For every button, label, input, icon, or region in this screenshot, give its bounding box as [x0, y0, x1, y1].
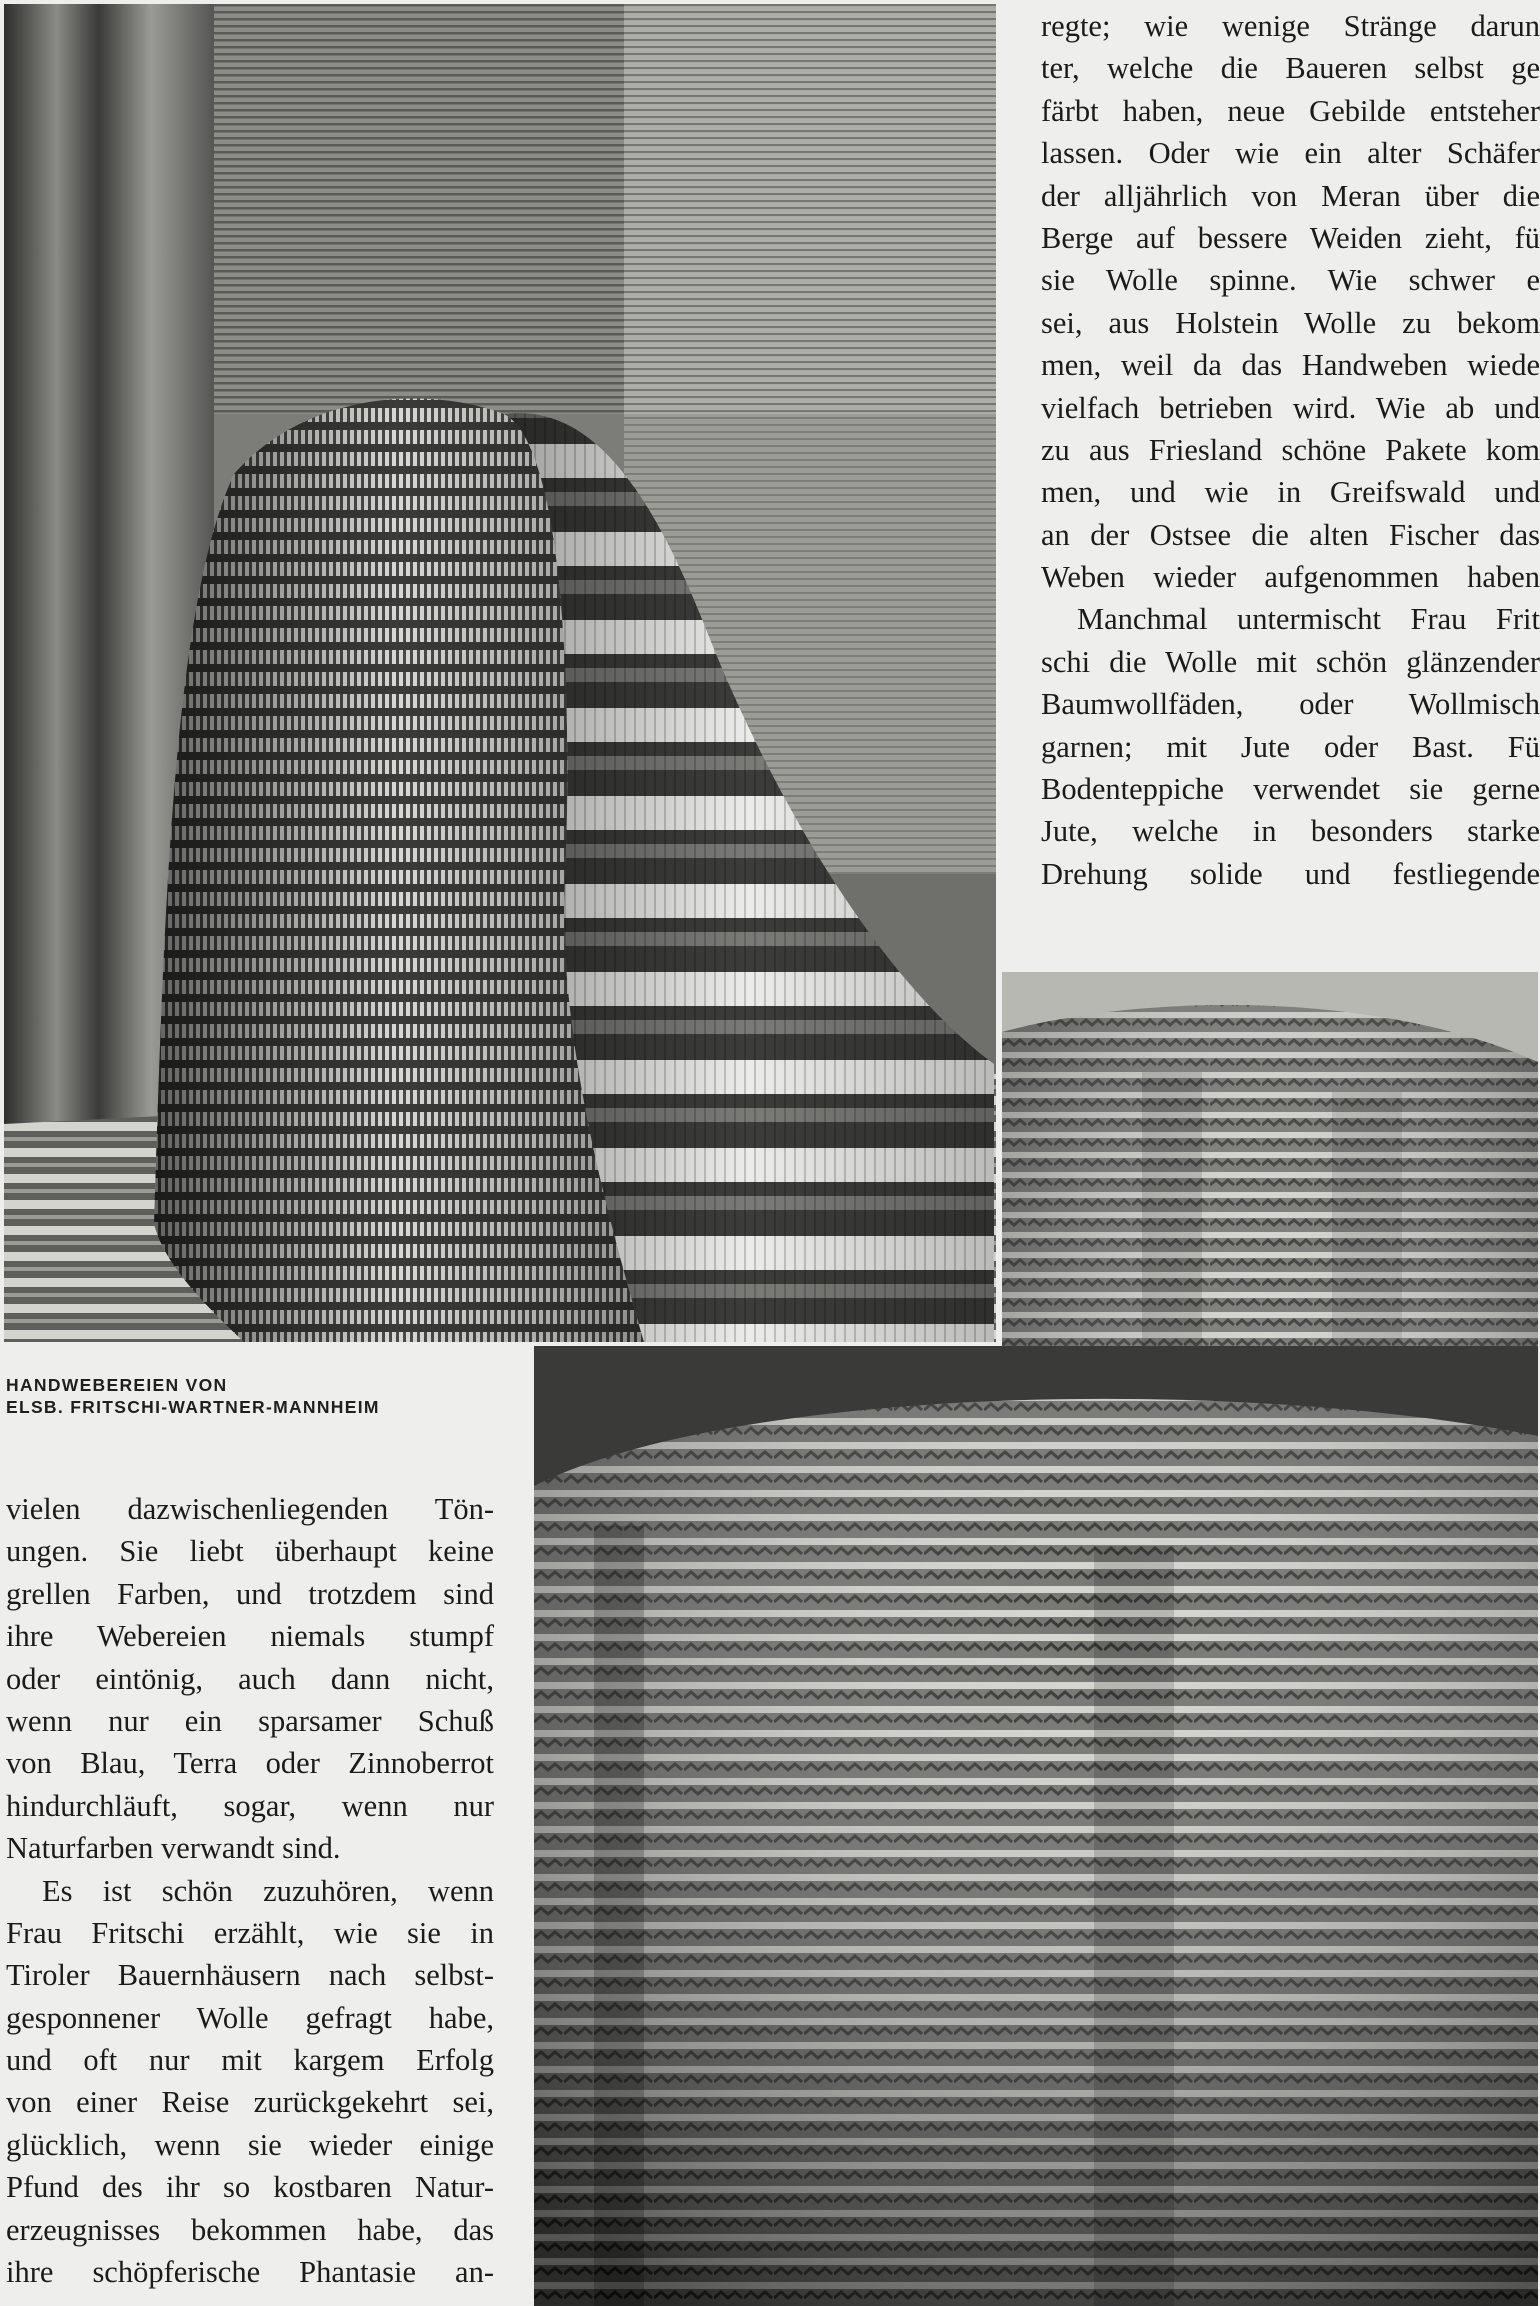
photo-caption — [6, 1374, 506, 1418]
text-line: sie Wolle spinne. Wie schwer e — [1041, 263, 1540, 298]
text-line: Baumwollfäden, oder Wollmisch — [1041, 687, 1540, 722]
text-line: lassen. Oder wie ein alter Schäfer — [1041, 136, 1540, 171]
blanket-bottom-illustration — [534, 1346, 1538, 2306]
caption-line-1: HANDWEBEREIEN VON — [6, 1375, 228, 1395]
text-line: grellen Farben, und trotzdem sind — [6, 1576, 494, 1611]
text-line: Drehung solide und festliegende — [1041, 856, 1540, 891]
text-line: färbt haben, neue Gebilde entsteher — [1041, 93, 1540, 128]
text-line: vielen dazwischenliegenden Tön- — [6, 1492, 494, 1526]
text-line: ihre schöpferische Phantasie an- — [6, 2255, 494, 2290]
photo-draped-blankets — [4, 4, 996, 1342]
text-line: glücklich, wenn sie wieder einige — [6, 2127, 494, 2162]
text-line: men, weil da das Handweben wiede — [1041, 348, 1540, 383]
text-line: und oft nur mit kargem Erfolg — [6, 2043, 494, 2078]
text-line: wenn nur ein sparsamer Schuß — [6, 1703, 494, 1738]
text-line: garnen; mit Jute oder Bast. Fü — [1041, 729, 1540, 764]
text-line: ungen. Sie liebt überhaupt keine — [6, 1534, 494, 1569]
text-line: schi die Wolle mit schön glänzender — [1041, 644, 1540, 679]
text-line: Tiroler Bauernhäusern nach selbst- — [6, 1958, 494, 1993]
text-line: vielfach betrieben wird. Wie ab und — [1041, 390, 1540, 425]
text-line: von einer Reise zurückgekehrt sei, — [6, 2085, 494, 2120]
text-line: regte; wie wenige Stränge darun — [1041, 9, 1540, 43]
text-line: Bodenteppiche verwendet sie gerne — [1041, 772, 1540, 807]
text-line: an der Ostsee die alten Fischer das — [1041, 517, 1540, 552]
paragraph-start-line: Es ist schön zuzuhören, wenn — [42, 1873, 494, 1908]
text-line: hindurchläuft, sogar, wenn nur — [6, 1788, 494, 1823]
text-line: von Blau, Terra oder Zinnoberrot — [6, 1746, 494, 1781]
photo-blanket-bottom — [534, 1346, 1538, 2306]
text-line: Frau Fritschi erzählt, wie sie in — [6, 1915, 494, 1950]
caption-line-2: ELSB. FRITSCHI-WARTNER-MANNHEIM — [6, 1397, 380, 1417]
text-line: zu aus Friesland schöne Pakete kom — [1041, 432, 1540, 467]
paragraph-start-line: Manchmal untermischt Frau Frit — [1077, 602, 1540, 637]
paragraph-end-line: Naturfarben verwandt sind. — [6, 1831, 341, 1866]
text-line: Weben wieder aufgenommen haben — [1041, 560, 1540, 595]
text-line: Jute, welche in besonders starke — [1041, 814, 1540, 849]
text-line: der alljährlich von Meran über die — [1041, 178, 1540, 213]
text-line: Berge auf bessere Weiden zieht, fü — [1041, 220, 1540, 255]
text-line: gesponnener Wolle gefragt habe, — [6, 2000, 494, 2035]
text-line: oder eintönig, auch dann nicht, — [6, 1661, 494, 1696]
text-line: sei, aus Holstein Wolle zu bekom — [1041, 305, 1540, 340]
text-line: men, und wie in Greifswald und — [1041, 475, 1540, 510]
text-line: ter, welche die Baueren selbst ge — [1041, 51, 1540, 86]
right-text-column — [1041, 5, 1540, 895]
text-line: Pfund des ihr so kostbaren Natur- — [6, 2170, 494, 2205]
text-line: erzeugnisses bekommen habe, das — [6, 2212, 494, 2247]
blankets-illustration — [4, 4, 996, 1342]
text-line: ihre Webereien niemals stumpf — [6, 1619, 494, 1654]
left-text-column — [6, 1488, 494, 2293]
